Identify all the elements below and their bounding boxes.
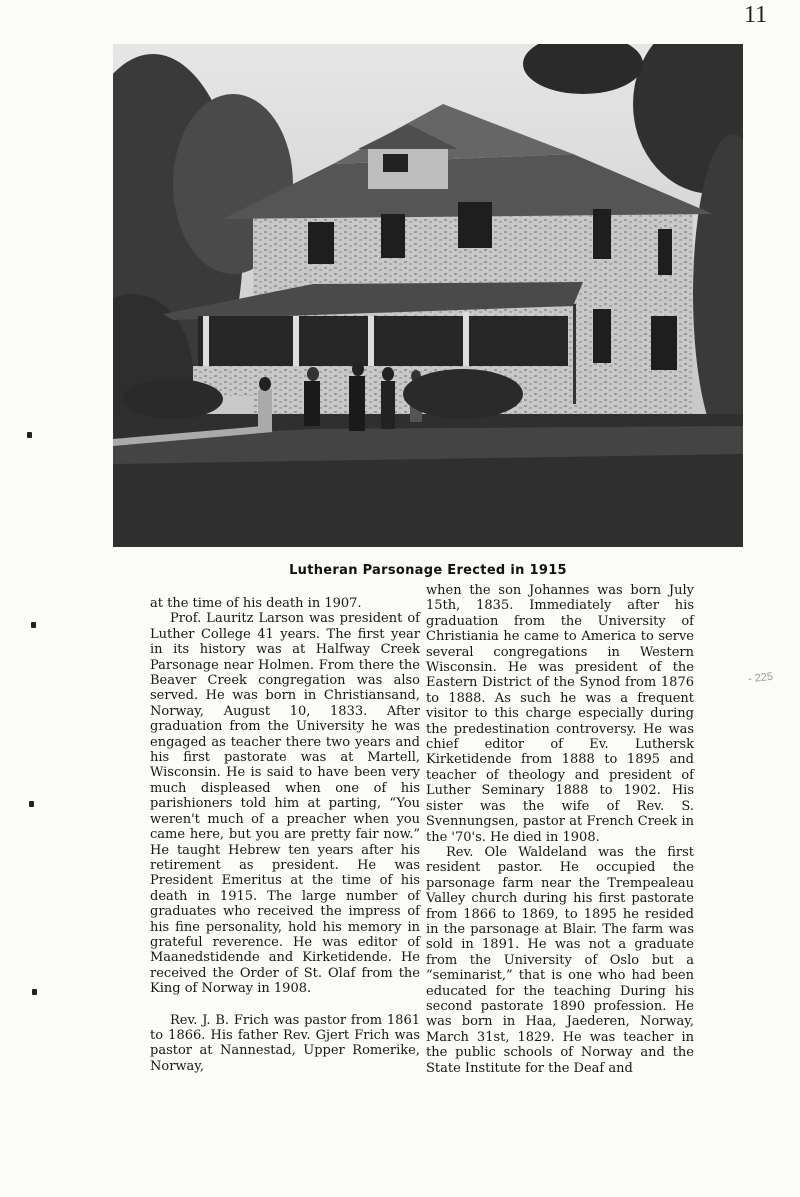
margin-mark (32, 989, 37, 995)
paragraph: Rev. Ole Waldeland was the first resident pastor. He occupied the parsonage farm near the Trempealeau Valley church during his first pastorate from 1866 to 1869, to 1895 he resided in the parsonage at Blair. The farm was sold in 1891. He was not a graduate from the University of Oslo but a “seminarist,” that is one who had been educated for the teaching During his second pastorate 1890 profession. He was born in Haa, Jaederen, Norway, March 31st, 1829. He was teacher in the public schools of Norway and the State Institute for the Deaf and (426, 844, 694, 1076)
photo-caption: Lutheran Parsonage Erected in 1915 (289, 563, 567, 578)
paragraph: Prof. Lauritz Larson was president of Luther College 41 years. The first year in its history was at Halfway Creek Parsonage near Holmen. From there the Beaver Creek congregation was also served. He was born in Christiansand, Norway, August 10, 1833. After graduation from the University he was engaged as teacher there two years and his first pastorate was at Martell, Wisconsin. He is said to have been very much displeased when one of his parishioners told him at parting, “You weren't much of a preacher when you came here, but you are pretty fair now.” He taught Hebrew ten years after his retirement as president. He was President Emeritus at the time of his death in 1915. The large number of graduates who received the impress of his fine personality, hold his memory in grateful reverence. He was editor of Maanedstidende and Kirketidende. He received the Order of St. Olaf from the King of Norway in 1908. (150, 611, 420, 997)
margin-mark (29, 801, 34, 807)
paragraph: at the time of his death in 1907. (150, 596, 362, 611)
margin-scribble: - 225 (747, 670, 774, 686)
house-illustration (113, 44, 743, 546)
parsonage-photo (113, 44, 743, 547)
margin-mark (27, 432, 32, 438)
paragraph: when the son Johannes was born July 15th, 1835. Immediately after his graduation from the University of Christiania he came to America to serve several congregations in Western Wisconsin. He was president of the Eastern District of the Synod from 1876 to 1888. As such he was a frequent visitor to this charge especially during the predestination controversy. He was chief editor of Ev. Luthersk Kirketidende from 1888 to 1895 and teacher of theology and president of Luther Seminary 1888 to 1902. His sister was the wife of Rev. S. Svennungsen, pastor at French Creek in the '70's. He died in 1908. (426, 583, 694, 845)
margin-mark (31, 622, 36, 628)
left-text-column (150, 596, 420, 1074)
paragraph: Rev. J. B. Frich was pastor from 1861 to 1866. His father Rev. Gjert Frich was pastor at Nannestad, Upper Romerike, Norway, (150, 1012, 420, 1074)
right-text-column (426, 583, 694, 1076)
page-number: 11 (744, 2, 768, 28)
